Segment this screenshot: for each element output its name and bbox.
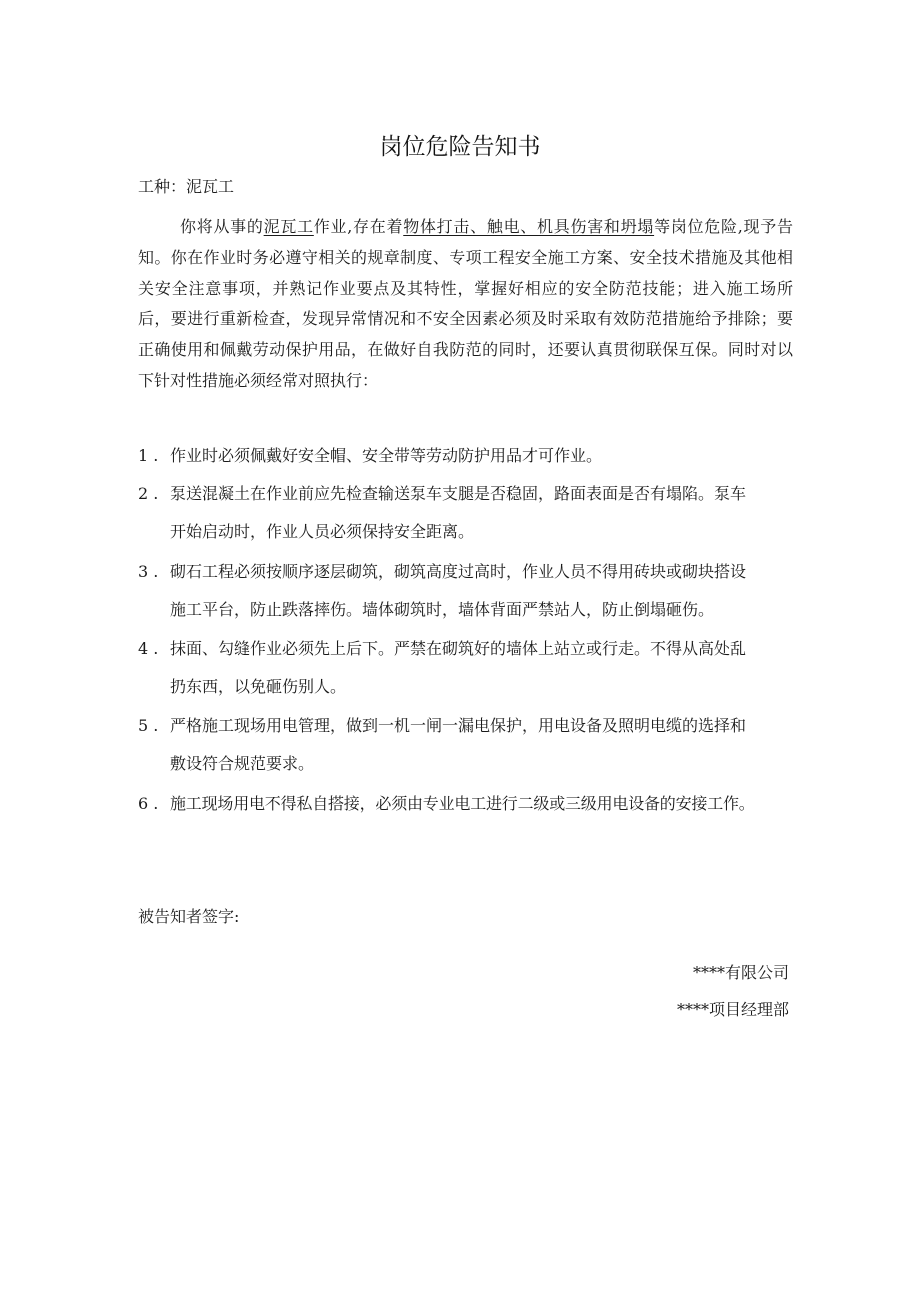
measure-text: 砌石工程必须按顺序逐层砌筑，砌筑高度过高时，作业人员不得用砖块或砌块搭设 xyxy=(170,562,747,581)
measure-number: 6 . xyxy=(138,794,159,813)
company-name: ****有限公司 xyxy=(692,963,789,982)
measure-number: 4 . xyxy=(138,639,159,658)
measure-item-6 xyxy=(138,785,798,823)
measure-text: 严格施工现场用电管理，做到一机一闸一漏电保护，用电设备及照明电缆的选择和 xyxy=(170,716,747,735)
measure-number: 5 . xyxy=(138,716,159,735)
intro-paragraph xyxy=(138,212,793,397)
measure-text: 作业时必须佩戴好安全帽、安全带等劳动防护用品才可作业。 xyxy=(170,446,603,465)
measure-text-continued: 开始启动时，作业人员必须保持安全距离。 xyxy=(170,522,475,541)
measure-item-5 xyxy=(138,707,793,783)
measure-text: 抹面、勾缝作业必须先上后下。严禁在砌筑好的墙体上站立或行走。不得从高处乱 xyxy=(170,639,747,658)
measure-item-2 xyxy=(138,475,793,551)
measure-number: 3 . xyxy=(138,562,159,581)
measure-item-4 xyxy=(138,630,793,706)
signature-label: 被告知者签字: xyxy=(138,907,240,926)
department-name: ****项目经理部 xyxy=(676,1000,789,1019)
intro-text-2: 作业,存在着 xyxy=(313,217,404,236)
worktype-value: 泥瓦工 xyxy=(186,177,235,196)
measure-number: 2 . xyxy=(138,484,159,503)
measure-item-1 xyxy=(138,437,793,475)
intro-job-name: 泥瓦工 xyxy=(263,217,314,236)
document-title: 岗位危险告知书 xyxy=(379,134,541,160)
measure-text-continued: 扔东西，以免砸伤别人。 xyxy=(170,677,347,696)
measure-text: 泵送混凝土在作业前应先检查输送泵车支腿是否稳固，路面表面是否有塌陷。泵车 xyxy=(170,484,747,503)
worktype-line xyxy=(138,176,234,198)
intro-text-1: 你将从事的 xyxy=(180,217,264,236)
measure-text-continued: 施工平台，防止跌落摔伤。墙体砌筑时，墙体背面严禁站人，防止倒塌砸伤。 xyxy=(170,600,715,619)
intro-hazards: 物体打击、触电、机具伤害和坍塌 xyxy=(403,217,655,236)
worktype-label: 工种： xyxy=(138,177,187,196)
measure-item-3 xyxy=(138,553,793,629)
intro-text-3: 等岗位危险,现予告知。你在作业时务必遵守相关的规章制度、专项工程安全施工方案、安全技术措施及其他相关安全注意事项，并熟记作业要点及其特性，掌握好相应的安全防范技能；进入施工场所后，要进行重新检查，发现异常情况和不安全因素必须及时采取有效防范措施给予排除；要正确使用和佩戴劳动保护用品，在做好自我防范的同时，还要认真贯彻联保互保。同时对以下针对性措施必须经常对照执行： xyxy=(138,217,793,390)
measure-number: 1 . xyxy=(138,446,159,465)
measure-text: 施工现场用电不得私自搭接，必须由专业电工进行二级或三级用电设备的安接工作。 xyxy=(170,794,755,813)
measure-text-continued: 敷设符合规范要求。 xyxy=(170,754,315,773)
